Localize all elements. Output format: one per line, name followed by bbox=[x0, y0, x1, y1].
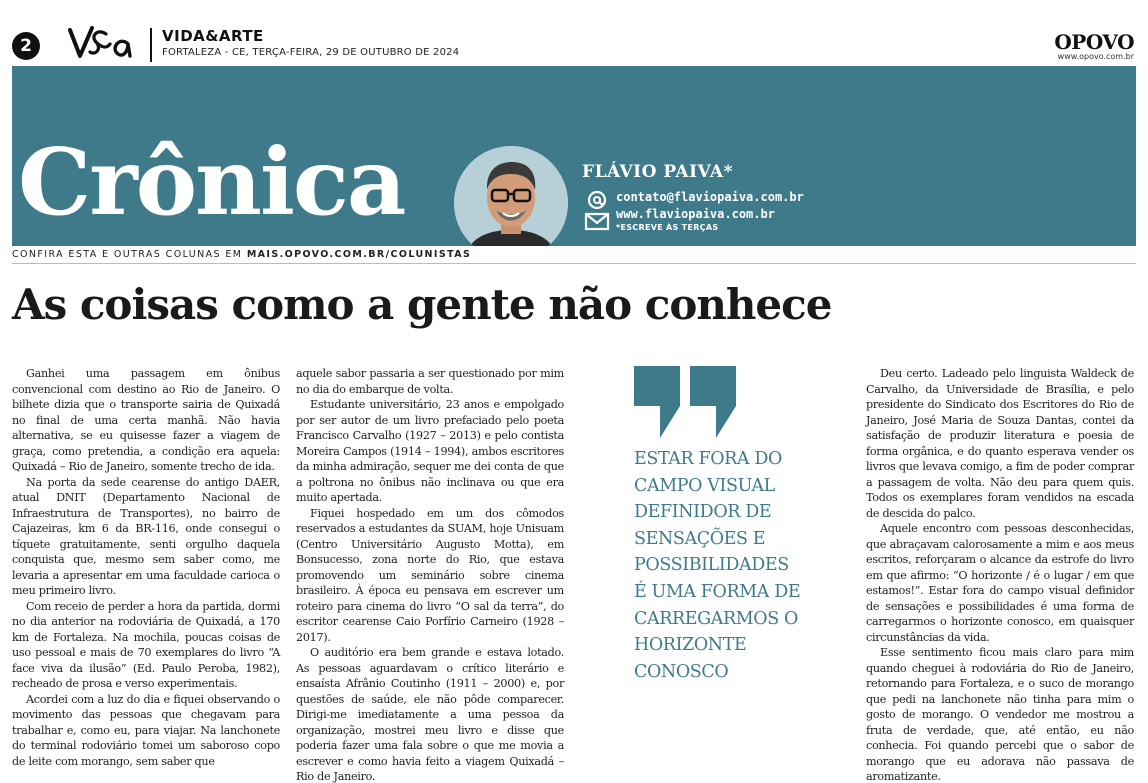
author-note: *ESCREVE ÀS TERÇAS bbox=[616, 223, 719, 232]
paragraph: Na porta da sede cearense do antigo DAER, atual DNIT (Departamento Nacional de Infraestrutura de Transportes), no bairro de Cajazeiras, km 6 da BR-116, onde consegui o tíquete gratuitamente, senti orgulho daquela conquista que, mesmo sem saber como, me levaria a apresentar em uma faculdade carioca o meu primeiro livro. bbox=[12, 475, 280, 597]
columns-promo bbox=[12, 249, 471, 260]
author-portrait-icon bbox=[454, 146, 568, 246]
author-website: www.flaviopaiva.com.br bbox=[616, 207, 775, 221]
contact-icons bbox=[584, 190, 612, 232]
paragraph: O auditório era bem grande e estava lotado. As pessoas aguardavam o crítico literário e ensaísta Afrânio Coutinho (1911 – 2000) e, por questões de saúde, ele não pôde comparecer. Dirigi-me imediatamente a uma pessoa da organização, mostrei meu livro e disse que poderia fazer uma fala sobre o que me movia a escrever e como havia feito a viagem Quixadá – Rio de Janeiro. bbox=[296, 646, 564, 783]
promo-link: MAIS.OPOVO.COM.BR/COLUNISTAS bbox=[246, 249, 472, 260]
paragraph: aquele sabor passaria a ser questionado por mim no dia do embarque de volta. bbox=[296, 367, 564, 396]
section-name: VIDA&ARTE bbox=[162, 27, 264, 45]
newspaper-logo: OPOVO bbox=[1054, 30, 1134, 54]
paragraph: Fiquei hospedado em um dos cômodos reservados a estudantes da SUAM, hoje Unisuam (Centro Universitário Augusto Motta), em Bonsucesso, zona norte do Rio, que estava promovendo um seminário sobre cinema brasileiro. À época eu pensava em escrever um roteiro para cinema do livro “O sal da terra”, do escritor cearense Caio Porfírio Carneiro (1928 – 2017). bbox=[296, 506, 564, 644]
dateline: FORTALEZA - CE, TERÇA-FEIRA, 29 DE OUTUBRO DE 2024 bbox=[162, 47, 460, 58]
paragraph: Ganhei uma passagem em ônibus convencional com destino ao Rio de Janeiro. O bilhete dizia que o transporte sairia de Quixadá no final de uma certa manhã. Não havia alternativa, se eu quisesse fazer a viagem de graça, como pretendia, a condição era aquela: Quixadá – Rio de Janeiro, somente trecho de ida. bbox=[12, 367, 280, 473]
vida-arte-logo bbox=[66, 22, 136, 62]
newspaper-url: www.opovo.com.br bbox=[1057, 52, 1134, 61]
divider bbox=[12, 263, 1136, 264]
paragraph: Com receio de perder a hora da partida, dormi no dia anterior na rodoviária de Quixadá, a 170 km de Fortaleza. Na mochila, poucas coisas de uso pessoal e mais de 70 exemplares do livro “A face viva da ilusão” (Ed. Paulo Peroba, 1982), recheado de prosa e verso experimentais. bbox=[12, 599, 280, 690]
header-separator bbox=[150, 28, 152, 62]
paragraph: Esse sentimento ficou mais claro para mim quando cheguei à rodoviária do Rio de Janeiro, retornando para Fortaleza, e o suco de morango que pedi na lanchonete não tinha para mim o gosto de morango. O vendedor me mostrou a fruta de verdade, que, até então, eu não conhecia. Foi quando percebi que o sabor de morango que eu adorava não passava de aromatizante. bbox=[866, 646, 1134, 783]
page-header bbox=[0, 0, 1148, 66]
at-sign-icon bbox=[589, 192, 605, 208]
author-name: FLÁVIO PAIVA* bbox=[582, 162, 733, 182]
promo-text: CONFIRA ESTA E OUTRAS COLUNAS EM bbox=[12, 249, 247, 260]
paragraph: Estudante universitário, 23 anos e empolgado por ser autor de um livro prefaciado pelo poeta Francisco Carvalho (1927 – 2013) e pelo contista Moreira Campos (1914 – 1994), ambos escritores da minha admiração, sequer me dei conta de que a poltrona no ônibus não inclinava ou que era muito apertada. bbox=[296, 398, 564, 504]
paragraph: Aquele encontro com pessoas desconhecidas, que abraçavam calorosamente a mim e aos meus escritos, reforçaram o alcance da estrofe do livro em que afirmo: “O horizonte / é o lugar / em que estamos!”. Estar fora do campo visual definidor de sensações e possibilidades é uma forma de carregarmos o horizonte conosco, em quaisquer circunstâncias da vida. bbox=[866, 522, 1134, 644]
page-number: 2 bbox=[12, 32, 40, 60]
column-title: Crônica bbox=[18, 128, 405, 236]
envelope-icon bbox=[586, 214, 608, 229]
author-email: contato@flaviopaiva.com.br bbox=[616, 190, 804, 204]
article-column-4 bbox=[866, 366, 1134, 783]
pull-quote: ESTAR FORA DO CAMPO VISUAL DEFINIDOR DE SENSAÇÕES E POSSIBILIDADES É UMA FORMA DE CARREGARMOS O HORIZONTE CONOSCO bbox=[634, 449, 801, 682]
article-headline: As coisas como a gente não conhece bbox=[12, 280, 832, 329]
article-column-1 bbox=[12, 366, 280, 769]
quote-marks-icon bbox=[634, 366, 740, 438]
article-column-2 bbox=[296, 366, 564, 783]
column-banner bbox=[12, 66, 1136, 246]
author-photo bbox=[454, 146, 568, 246]
paragraph: Acordei com a luz do dia e fiquei observando o movimento das pessoas que chegavam para trabalhar e, como eu, para viajar. Na lanchonete do terminal rodoviário tomei um saboroso copo de leite com morango, sem saber que bbox=[12, 692, 280, 768]
paragraph: Deu certo. Ladeado pelo linguista Waldeck de Carvalho, da Universidade de Brasília, e pelo presidente do Sindicato dos Escritores do Rio de Janeiro, José Maria de Souza Dantas, contei da satisfação de produzir literatura e poesia de forma orgânica, e do quanto esperava vender os livros que levava comigo, a fim de poder comprar a passagem de volta. Não deu para quem quis. Todos os exemplares foram vendidos na escada de descida do palco. bbox=[866, 367, 1134, 520]
